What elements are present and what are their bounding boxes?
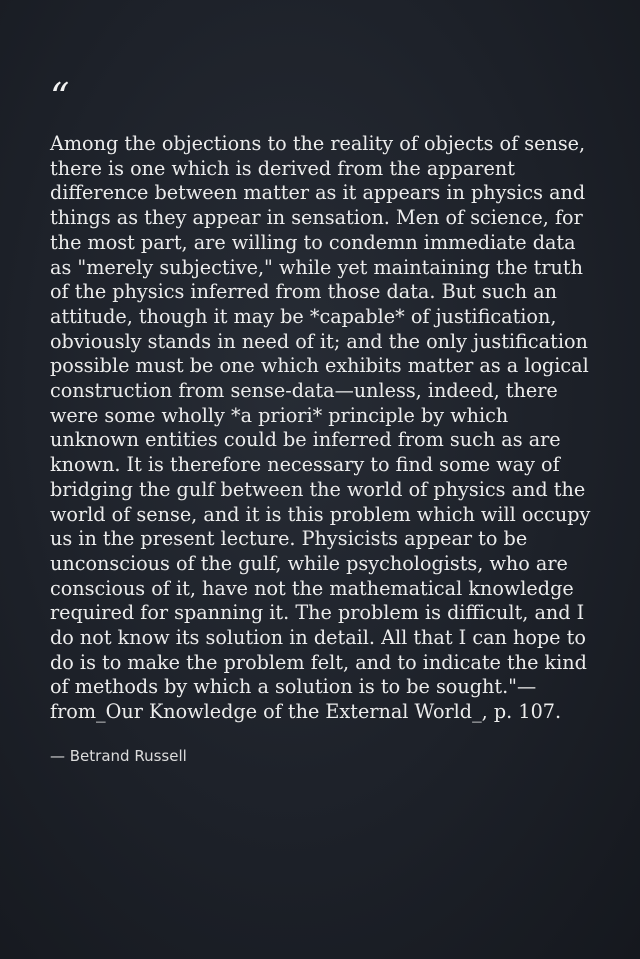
quotation-mark-icon: “ (50, 75, 70, 119)
quote-author: — Betrand Russell (50, 746, 187, 765)
quote-text: Among the objections to the reality of objects of sense, there is one which is derived from the apparent difference between matter as it appears in physics and things as they appear in sensation. Men of science, for the most part, are willing to condemn immediate data as "merely subjective," while yet maintaining the truth of the physics inferred from those data. But such an attitude, though it may be *capable* of justification, obviously stands in need of it; and the only justification possible must be one which exhibits matter as a logical construction from sense-data—unless, indeed, there were some wholly *a priori* principle by which unknown entities could be inferred from such as are known. It is therefore necessary to find some way of bridging the gulf between the world of physics and the world of sense, and it is this problem which will occupy us in the present lecture. Physicists appear to be unconscious of the gulf, while psychologists, who are conscious of it, have not the mathematical knowledge required for spanning it. The problem is difficult, and I do not know its solution in detail. All that I can hope to do is to make the problem felt, and to indicate the kind of methods by which a solution is to be sought."—from_Our Knowledge of the External World_, p. 107. (50, 132, 591, 724)
quote-card (50, 75, 598, 766)
